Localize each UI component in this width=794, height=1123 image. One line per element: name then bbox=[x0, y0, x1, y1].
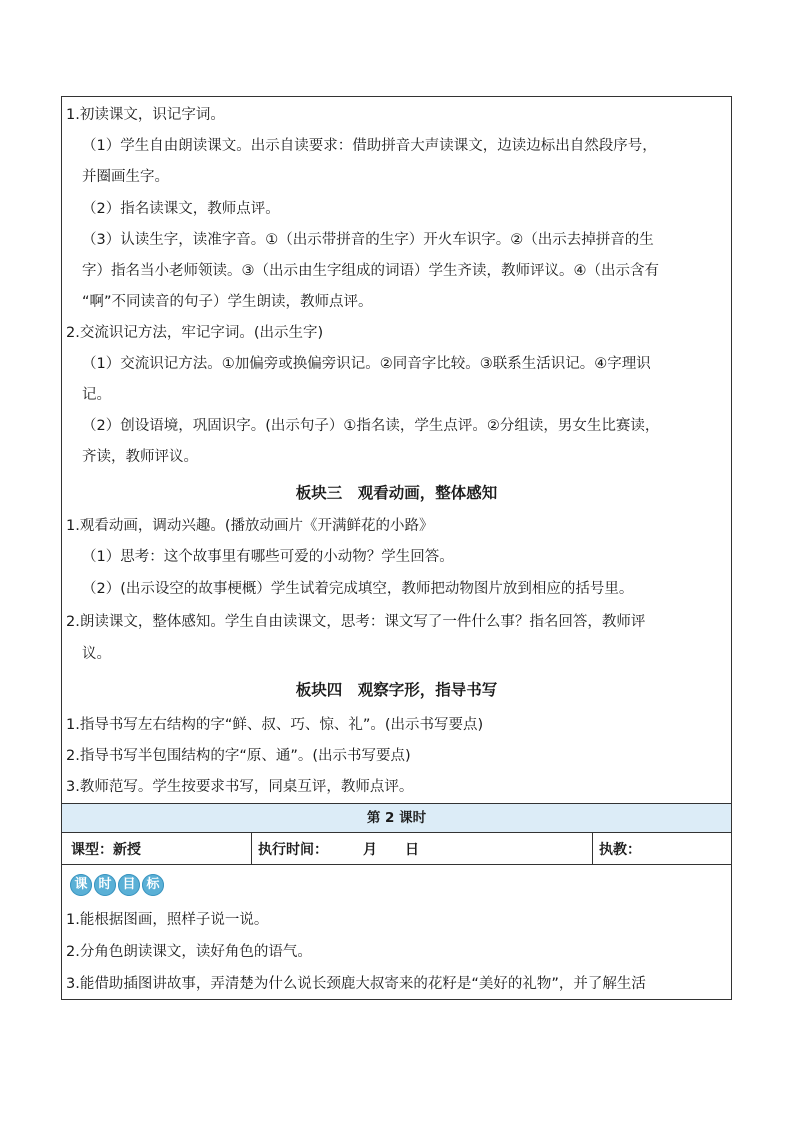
divider bbox=[62, 832, 731, 833]
step-1-3-cont-b: “啊”不同读音的句子）学生朗读，教师点评。 bbox=[82, 294, 373, 310]
column-divider bbox=[251, 832, 252, 864]
step-2-text: 2.交流识记方法，牢记字词。(出示生字) bbox=[66, 325, 324, 341]
lesson-2-label: 第 2 课时 bbox=[366, 810, 427, 826]
s3-step-1-1-text: （1）思考：这个故事里有哪些可爱的小动物？学生回答。 bbox=[82, 549, 454, 565]
step-1-text: 1.初读课文，识记字词。 bbox=[66, 107, 225, 123]
goal-1-text: 1.能根据图画，照样子说一说。 bbox=[66, 912, 269, 928]
step-1-1-cont: 并圈画生字。 bbox=[82, 169, 169, 185]
goal-2-text: 2.分角色朗读课文，读好角色的语气。 bbox=[66, 944, 312, 960]
badge-char: 标 bbox=[142, 874, 164, 896]
section-4-heading: 板块四 观察字形，指导书写 bbox=[295, 681, 498, 699]
s3-step-1-2-text: （2）(出示设空的故事梗概）学生试着完成填空，教师把动物图片放到相应的括号里。 bbox=[82, 581, 634, 597]
lesson-2-band bbox=[62, 804, 731, 832]
column-divider bbox=[592, 832, 593, 864]
execution-time: 执行时间： 月 日 bbox=[258, 842, 419, 858]
s4-step-3-text: 3.教师范写。学生按要求书写，同桌互评，教师点评。 bbox=[66, 779, 414, 795]
divider bbox=[62, 864, 731, 865]
s4-step-1-text: 1.指导书写左右结构的字“鲜、叔、巧、惊、礼”。(出示书写要点) bbox=[66, 717, 484, 733]
teacher-field: 执教： bbox=[599, 842, 641, 858]
lesson-plan-table bbox=[61, 96, 732, 1000]
step-2-2-text: （2）创设语境，巩固识字。(出示句子）①指名读，学生点评。②分组读，男女生比赛读， bbox=[82, 418, 660, 434]
goal-3-text: 3.能借助插图讲故事，弄清楚为什么说长颈鹿大叔寄来的花籽是“美好的礼物”，并了解生活 bbox=[66, 976, 646, 992]
s3-step-2-cont: 议。 bbox=[82, 646, 111, 662]
step-1-3-cont-a: 字）指名当小老师领读。③（出示由生字组成的词语）学生齐读，教师评议。④（出示含有 bbox=[82, 263, 659, 279]
s4-step-2-text: 2.指导书写半包围结构的字“原、通”。(出示书写要点) bbox=[66, 748, 411, 764]
s3-step-2-text: 2.朗读课文，整体感知。学生自由读课文，思考：课文写了一件什么事？指名回答，教师评 bbox=[66, 614, 646, 630]
s3-step-1-text: 1.观看动画，调动兴趣。(播放动画片《开满鲜花的小路》 bbox=[66, 518, 434, 534]
step-1-3-text: （3）认读生字，读准字音。①（出示带拼音的生字）开火车识字。②（出示去掉拼音的生 bbox=[82, 232, 654, 248]
step-1-2-text: （2）指名读课文，教师点评。 bbox=[82, 201, 280, 217]
step-2-1-text: （1）交流识记方法。①加偏旁或换偏旁识记。②同音字比较。③联系生活识记。④字理识 bbox=[82, 356, 651, 372]
badge-char: 课 bbox=[70, 874, 92, 896]
step-2-1-cont: 记。 bbox=[82, 387, 111, 403]
lesson-goals-badge bbox=[70, 874, 164, 898]
badge-char: 目 bbox=[118, 874, 140, 896]
step-2-2-cont: 齐读，教师评议。 bbox=[82, 449, 198, 465]
badge-char: 时 bbox=[94, 874, 116, 896]
step-1-1-text: （1）学生自由朗读课文。出示自读要求：借助拼音大声读课文，边读边标出自然段序号， bbox=[82, 138, 657, 154]
section-3-heading: 板块三 观看动画，整体感知 bbox=[295, 484, 498, 502]
lesson-type: 课型：新授 bbox=[71, 842, 141, 858]
